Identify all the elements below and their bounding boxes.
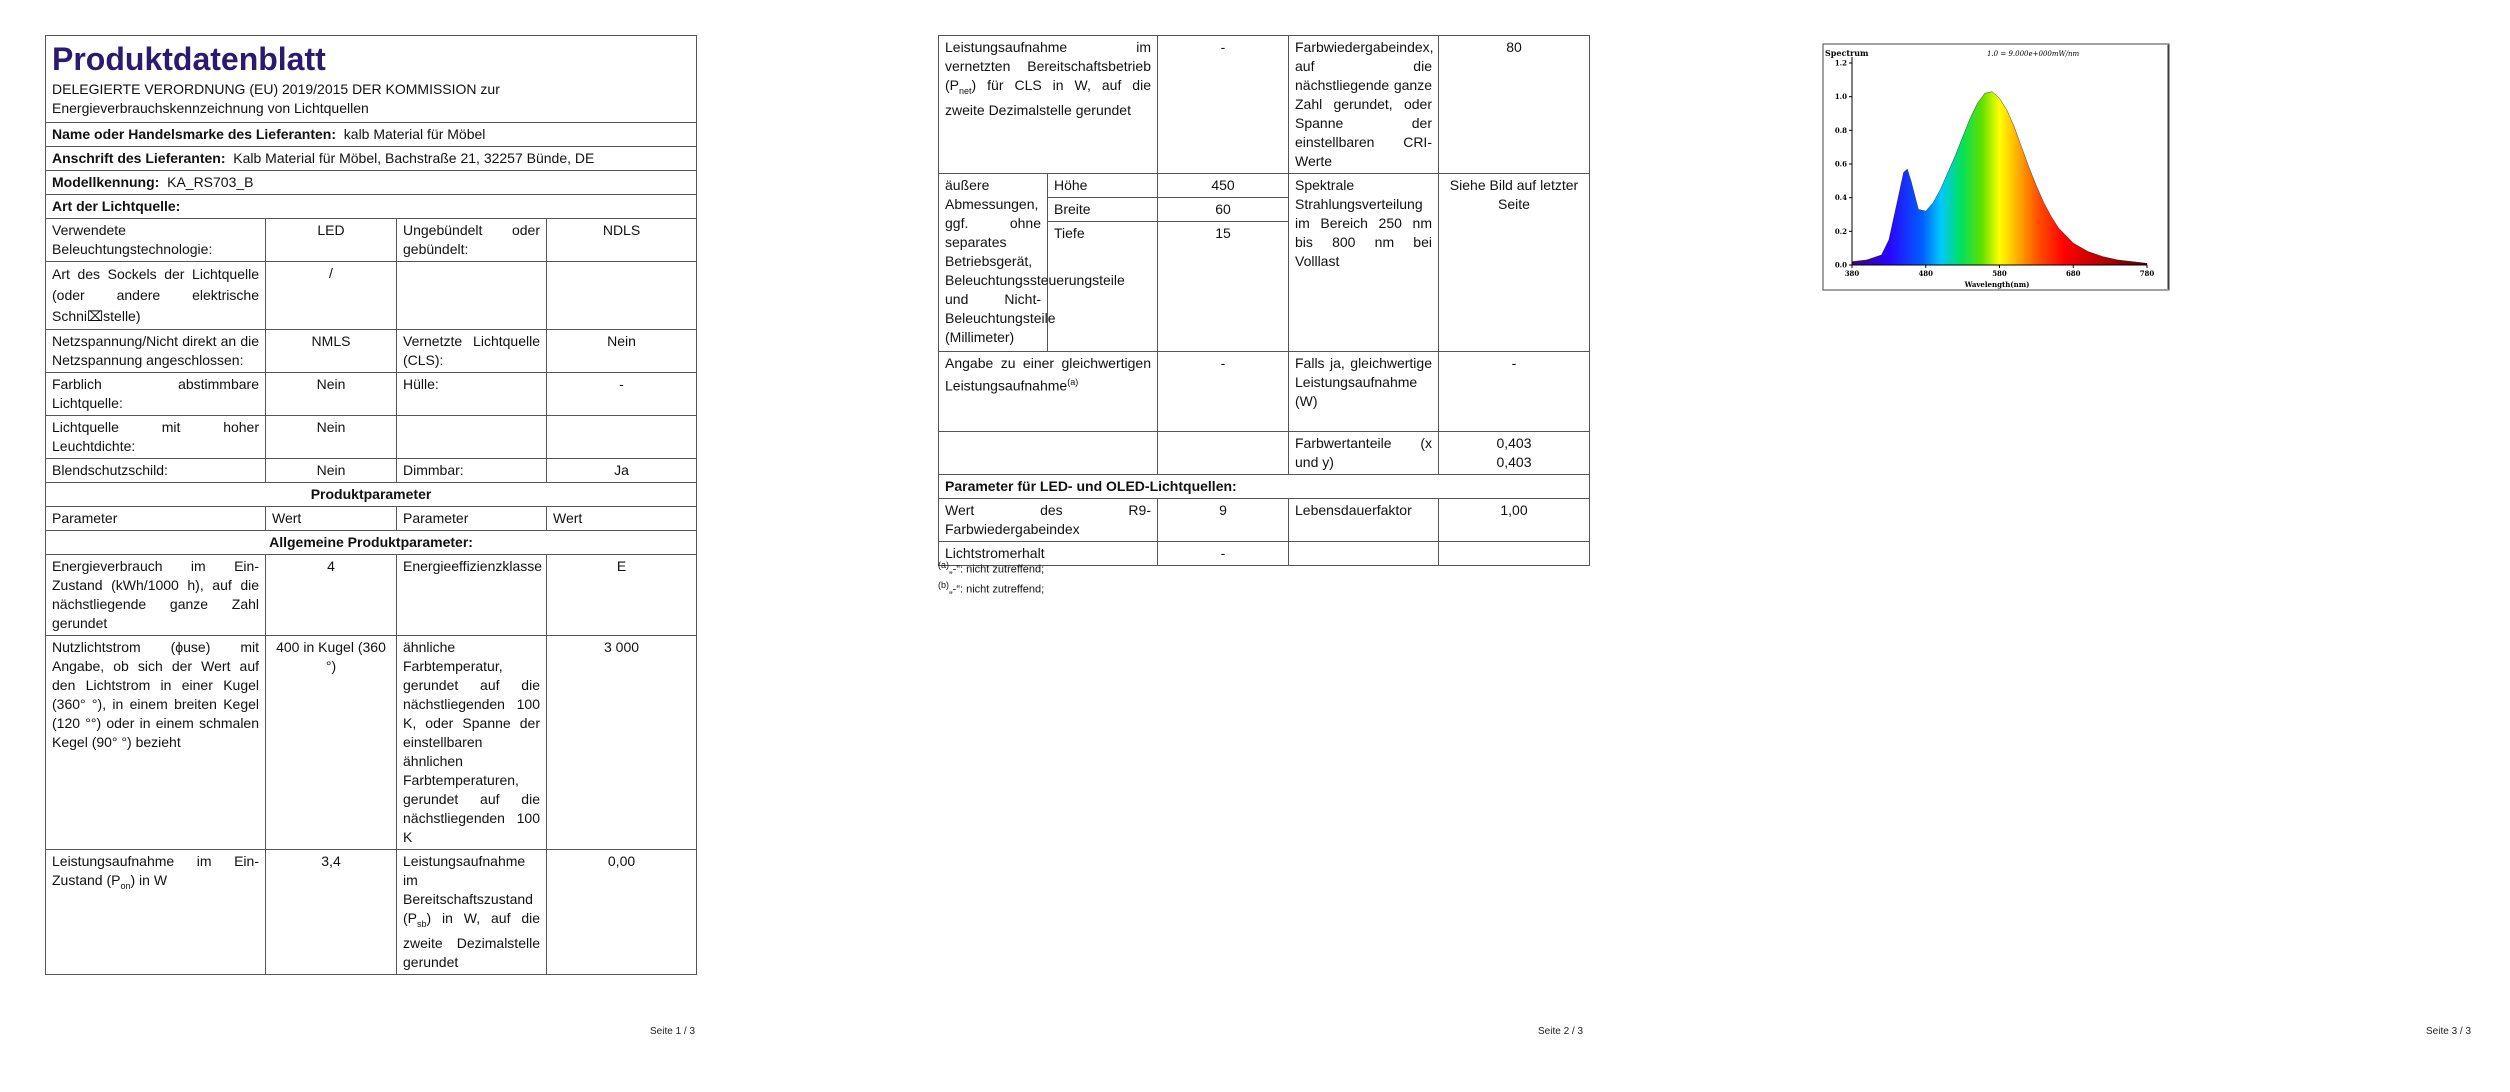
row-label — [397, 262, 547, 330]
row-value: Nein — [266, 459, 397, 483]
row-label — [397, 416, 547, 459]
page-number: Seite 2 / 3 — [1538, 1026, 1584, 1037]
model-value: KA_RS703_B — [167, 174, 254, 190]
col-header: Wert — [266, 507, 397, 531]
survival-factor-label: Lebensdauerfaktor — [1289, 499, 1439, 542]
cri-value: 80 — [1439, 36, 1590, 174]
row-value: NMLS — [266, 330, 397, 373]
networked-standby-value: - — [1158, 36, 1289, 174]
row-value — [547, 262, 697, 330]
row-value: Nein — [266, 373, 397, 416]
lumen-maintenance-label: Lichtstromerhalt — [939, 542, 1158, 566]
energy-consumption-label: Energieverbrauch im Ein-Zustand (kWh/1000 h), auf die nächstliegende ganze Zahl gerundet — [46, 555, 266, 636]
row-value: - — [547, 373, 697, 416]
equivalent-power-label: Angabe zu einer gleichwertigen Leistungsaufnahme$^{(a)}$ — [939, 352, 1158, 432]
r9-label: Wert des R9-Farbwiedergabeindex — [939, 499, 1158, 542]
r9-value: 9 — [1158, 499, 1289, 542]
row-label: Farblich abstimmbare Lichtquelle: — [46, 373, 266, 416]
spectral-distribution-label: Spektrale Strahlungsverteilung im Bereich 250 nm bis 800 nm bei Volllast — [1289, 174, 1439, 352]
footnote-a: $^{(a)}$„-“: nicht zutreffend; — [938, 560, 1045, 576]
equivalent-power-if-yes-value: - — [1439, 352, 1590, 432]
row-label: Lichtquelle mit hoher Leuchtdichte: — [46, 416, 266, 459]
datasheet-table-page-1 — [45, 35, 697, 975]
table-row — [46, 330, 697, 373]
address-value: Kalb Material für Möbel, Bachstraße 21, 32257 Bünde, DE — [233, 150, 595, 166]
y-tick-label: 0.2 — [1834, 226, 1847, 236]
row-label: Vernetzte Lichtquelle (CLS): — [397, 330, 547, 373]
page-number: Seite 3 / 3 — [2426, 1026, 2472, 1037]
table-row — [46, 262, 697, 330]
table-row — [46, 459, 697, 483]
x-axis-label: Wavelength(nm) — [1964, 280, 2030, 289]
x-tick-label: 680 — [2065, 269, 2081, 278]
depth-value: 15 — [1158, 222, 1289, 352]
y-tick-label: 1.0 — [1834, 92, 1847, 102]
height-value: 450 — [1158, 174, 1289, 198]
chart-title: Spectrum — [1825, 48, 1869, 58]
table-row — [939, 174, 1590, 198]
row-label: Art des Sockels der Lichtquelle (oder andere elektrische Schni⌧stelle) — [46, 262, 266, 330]
chart-annotation: 1.0 = 9.000e+000mW/nm — [1987, 50, 2080, 58]
row-value: LED — [266, 219, 397, 262]
row-label: Hülle: — [397, 373, 547, 416]
address-label: Anschrift des Lieferanten: — [52, 150, 226, 166]
spectral-distribution-value: Siehe Bild auf letzter Seite — [1439, 174, 1590, 352]
table-row — [939, 36, 1590, 174]
page-title: Produktdatenblatt — [52, 41, 326, 77]
table-row — [939, 432, 1590, 475]
row-label: Blendschutzschild: — [46, 459, 266, 483]
product-params-heading: Produktparameter — [46, 483, 697, 507]
page-1 — [0, 0, 700, 1092]
x-tick-label: 480 — [1918, 269, 1934, 278]
y-tick-label: 0.4 — [1834, 193, 1847, 203]
col-header: Parameter — [397, 507, 547, 531]
y-tick-label: 0.0 — [1834, 260, 1847, 270]
luminous-flux-label: Nutzlichtstrom (ϕuse) mit Angabe, ob sich der Wert auf den Lichtstrom in einer Kugel (360° °), in einem breiten Kegel (120 °°) oder in einem schmalen Kegel (90° °) bezieht — [46, 636, 266, 850]
col-header: Wert — [547, 507, 697, 531]
efficiency-class-label: Energieeffizienzklasse — [397, 555, 547, 636]
color-temperature-value: 3 000 — [547, 636, 697, 850]
light-source-type-heading: Art der Lichtquelle: — [46, 195, 697, 219]
x-tick-label: 780 — [2139, 269, 2155, 278]
row-label: Dimmbar: — [397, 459, 547, 483]
model-label: Modellkennung: — [52, 174, 160, 190]
table-row — [46, 416, 697, 459]
x-tick-label: 380 — [1844, 269, 1860, 278]
column-header-row — [46, 507, 697, 531]
energy-consumption-value: 4 — [266, 555, 397, 636]
y-tick-label: 1.2 — [1834, 58, 1847, 68]
on-mode-power-value: 3,4 — [266, 850, 397, 975]
brand-value: kalb Material für Möbel — [343, 126, 486, 142]
row-label: Verwendete Beleuchtungstechnologie: — [46, 219, 266, 262]
standby-power-value: 0,00 — [547, 850, 697, 975]
color-temperature-label: ähnliche Farbtemperatur, gerundet auf die nächstliegenden 100 K, oder Spanne der einstellbaren ähnlichen Farbtemperaturen, gerundet auf die nächstliegenden 100 K — [397, 636, 547, 850]
networked-standby-label: Leistungsaufnahme im vernetzten Bereitschaftsbetrieb $(P_{net})$ für CLS in W, auf die zweite Dezimalstelle gerundet — [939, 36, 1158, 174]
x-tick-label: 580 — [1992, 269, 2007, 278]
dimensions-label: äußere Abmessungen, ggf. ohne separates Betriebsgerät, Beleuchtungssteuerungsteile und Nicht-Beleuchtungsteile (Millimeter) — [939, 174, 1048, 352]
survival-factor-value: 1,00 — [1439, 499, 1590, 542]
height-label: Höhe — [1048, 174, 1158, 198]
on-mode-power-label: Leistungsaufnahme im Ein-Zustand $(P_{on})$ in W — [46, 850, 266, 975]
table-row — [939, 499, 1590, 542]
efficiency-class-value: E — [547, 555, 697, 636]
width-value: 60 — [1158, 198, 1289, 222]
row-value: Ja — [547, 459, 697, 483]
chromaticity-label: Farbwertanteile (x und y) — [1289, 432, 1439, 475]
standby-power-label: Leistungsaufnahme im Bereitschaftszustand $(P_{sb})$ in W, auf die zweite Dezimalstelle gerundet — [397, 850, 547, 975]
led-params-heading: Parameter für LED- und OLED-Lichtquellen: — [939, 475, 1590, 499]
col-header: Parameter — [46, 507, 266, 531]
row-value: NDLS — [547, 219, 697, 262]
table-row — [46, 555, 697, 636]
row-value: / — [266, 262, 397, 330]
table-row — [939, 352, 1590, 432]
table-row — [46, 636, 697, 850]
brand-label: Name oder Handelsmarke des Lieferanten: — [52, 126, 336, 142]
equivalent-power-if-yes-label: Falls ja, gleichwertige Leistungsaufnahme (W) — [1289, 352, 1439, 432]
depth-label: Tiefe — [1048, 222, 1158, 352]
table-row — [46, 373, 697, 416]
spectrum-chart — [1822, 43, 2170, 291]
row-value: Nein — [547, 330, 697, 373]
cri-label: Farbwiedergabeindex, auf die nächstliegende ganze Zahl gerundet, oder Spanne der einstellbaren CRI-Werte — [1289, 36, 1439, 174]
y-tick-label: 0.6 — [1834, 159, 1847, 169]
equivalent-power-value: - — [1158, 352, 1289, 432]
row-label: Ungebündelt oder gebündelt: — [397, 219, 547, 262]
row-value — [547, 416, 697, 459]
general-params-heading: Allgemeine Produktparameter: — [46, 531, 697, 555]
width-label: Breite — [1048, 198, 1158, 222]
lumen-maintenance-value: - — [1158, 542, 1289, 566]
chromaticity-value: 0,403 0,403 — [1439, 432, 1590, 475]
luminous-flux-value: 400 in Kugel (360 °) — [266, 636, 397, 850]
row-value: Nein — [266, 416, 397, 459]
table-row — [46, 850, 697, 975]
regulation-text: DELEGIERTE VERORDNUNG (EU) 2019/2015 DER KOMMISSION zur Energieverbrauchskennzeichnung von Lichtquellen — [52, 81, 500, 116]
footnote-b: $^{(b)}$„-“: nicht zutreffend; — [938, 580, 1045, 596]
page-2 — [930, 0, 1590, 1092]
y-tick-label: 0.8 — [1834, 125, 1847, 135]
row-label: Netzspannung/Nicht direkt an die Netzspannung angeschlossen: — [46, 330, 266, 373]
page-number: Seite 1 / 3 — [650, 1026, 696, 1037]
datasheet-table-page-2 — [938, 35, 1590, 566]
table-row — [46, 219, 697, 262]
